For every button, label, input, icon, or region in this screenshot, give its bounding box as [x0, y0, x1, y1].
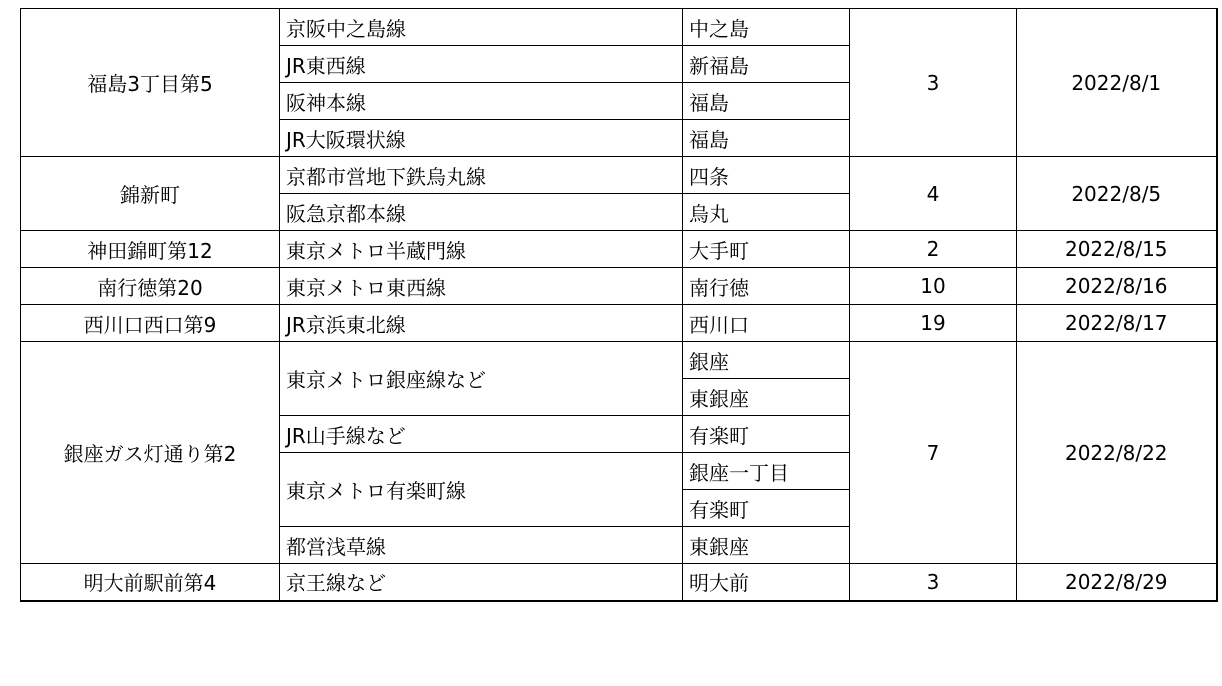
table-row: [21, 9, 1217, 46]
line-cell: 東京メトロ半蔵門線: [280, 231, 683, 268]
line-cell: 東京メトロ東西線: [280, 268, 683, 305]
line-cell: 東京メトロ有楽町線: [280, 453, 683, 527]
line-cell: 京阪中之島線: [280, 9, 683, 46]
line-cell: JR東西線: [280, 46, 683, 83]
station-cell: 大手町: [683, 231, 850, 268]
station-cell: 福島: [683, 120, 850, 157]
table-row: [21, 342, 1217, 379]
line-cell: JR山手線など: [280, 416, 683, 453]
property-station-table: [20, 8, 1218, 602]
table-row: [21, 305, 1217, 342]
station-cell: 東銀座: [683, 527, 850, 564]
station-cell: 有楽町: [683, 490, 850, 527]
property-name-cell: 錦新町: [21, 157, 280, 231]
station-cell: 銀座: [683, 342, 850, 379]
property-name-cell: 西川口西口第9: [21, 305, 280, 342]
station-cell: 有楽町: [683, 416, 850, 453]
date-cell: 2022/8/22: [1017, 342, 1217, 564]
count-cell: 2: [850, 231, 1017, 268]
line-cell: 阪急京都本線: [280, 194, 683, 231]
station-cell: 銀座一丁目: [683, 453, 850, 490]
count-cell: 3: [850, 9, 1017, 157]
date-cell: 2022/8/1: [1017, 9, 1217, 157]
table-row: [21, 157, 1217, 194]
line-cell: 京都市営地下鉄烏丸線: [280, 157, 683, 194]
property-name-cell: 南行徳第20: [21, 268, 280, 305]
line-cell: 東京メトロ銀座線など: [280, 342, 683, 416]
date-cell: 2022/8/17: [1017, 305, 1217, 342]
property-name-cell: 銀座ガス灯通り第2: [21, 342, 280, 564]
station-cell: 中之島: [683, 9, 850, 46]
line-cell: JR京浜東北線: [280, 305, 683, 342]
date-cell: 2022/8/29: [1017, 564, 1217, 601]
count-cell: 10: [850, 268, 1017, 305]
property-name-cell: 福島3丁目第5: [21, 9, 280, 157]
count-cell: 3: [850, 564, 1017, 601]
station-cell: 四条: [683, 157, 850, 194]
date-cell: 2022/8/15: [1017, 231, 1217, 268]
table-row: [21, 564, 1217, 601]
station-cell: 西川口: [683, 305, 850, 342]
station-cell: 新福島: [683, 46, 850, 83]
count-cell: 4: [850, 157, 1017, 231]
date-cell: 2022/8/16: [1017, 268, 1217, 305]
table-row: [21, 268, 1217, 305]
line-cell: 京王線など: [280, 564, 683, 601]
station-cell: 福島: [683, 83, 850, 120]
station-cell: 東銀座: [683, 379, 850, 416]
line-cell: JR大阪環状線: [280, 120, 683, 157]
station-cell: 明大前: [683, 564, 850, 601]
table-row: [21, 231, 1217, 268]
station-cell: 烏丸: [683, 194, 850, 231]
count-cell: 7: [850, 342, 1017, 564]
line-cell: 都営浅草線: [280, 527, 683, 564]
station-cell: 南行徳: [683, 268, 850, 305]
count-cell: 19: [850, 305, 1017, 342]
line-cell: 阪神本線: [280, 83, 683, 120]
property-name-cell: 明大前駅前第4: [21, 564, 280, 601]
property-name-cell: 神田錦町第12: [21, 231, 280, 268]
date-cell: 2022/8/5: [1017, 157, 1217, 231]
